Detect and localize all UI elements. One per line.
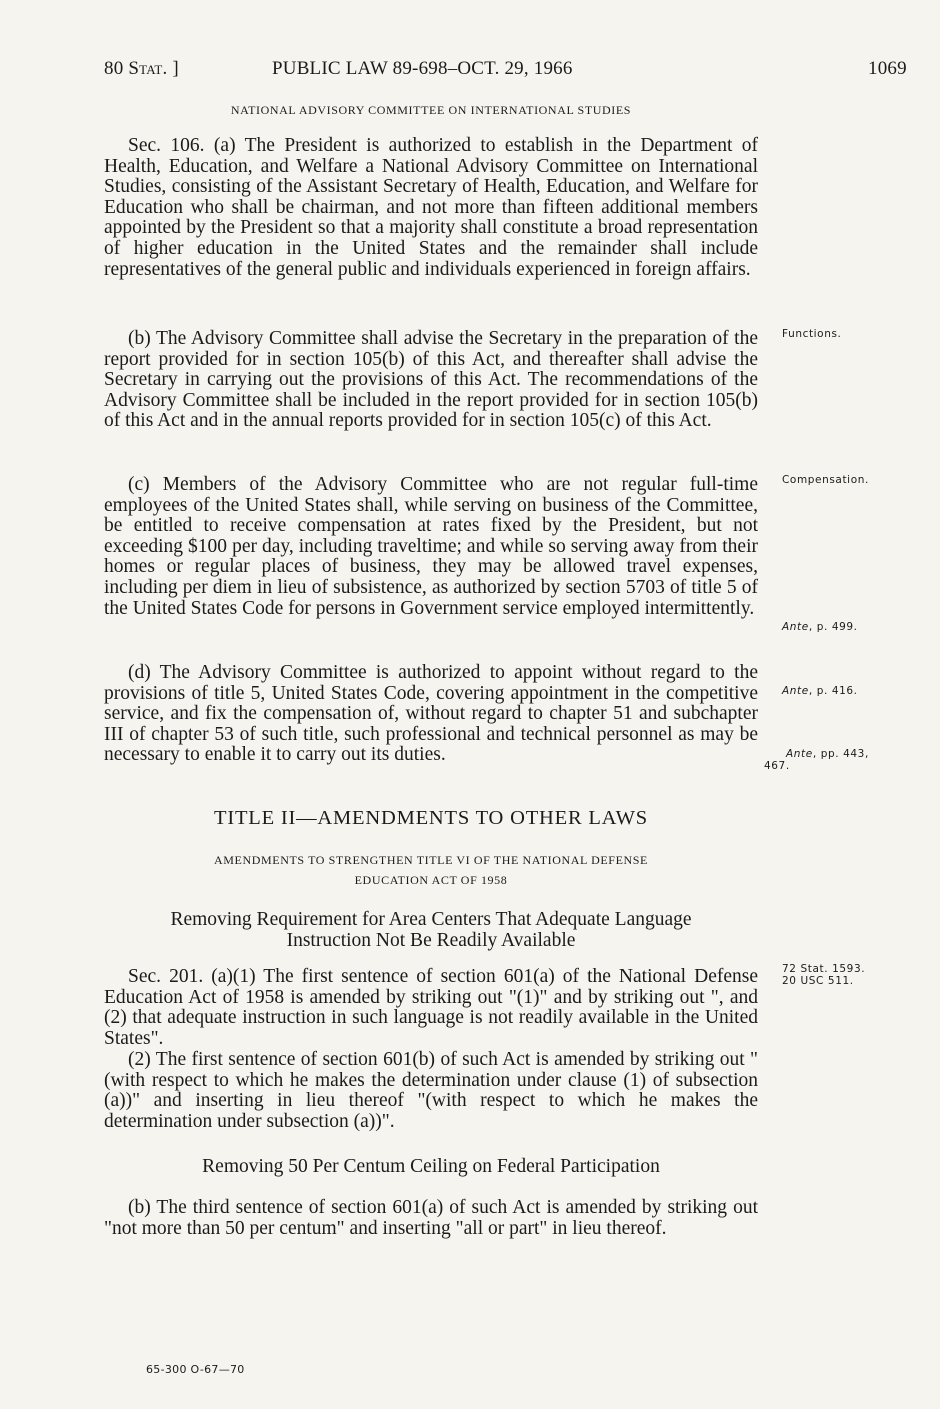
title-subheading-line1: AMENDMENTS TO STRENGTHEN TITLE VI OF THE NATIONAL DEFENSE xyxy=(214,853,648,867)
paragraph-106c: (c) Members of the Advisory Committee who are not regular full-time employees of the United States shall, while serving on business of the Committee, be entitled to receive compensation at rates fixed by the President, but not exceeding $100 per day, including traveltime; and while so serving away from their homes or regular places of business, they may be allowed travel expenses, including per diem in lieu of subsistence, as authorized by section 5703 of title 5 of the United States Code for persons in Government service employed intermittently. xyxy=(104,474,758,619)
page-number: 1069 xyxy=(868,58,907,79)
section-heading: NATIONAL ADVISORY COMMITTEE ON INTERNATIONAL STUDIES xyxy=(230,103,632,117)
margin-note-ante-499 xyxy=(782,621,912,633)
subhead-ceiling: Removing 50 Per Centum Ceiling on Federal Participation xyxy=(202,1156,660,1177)
margin-note-ante-443 xyxy=(764,748,912,772)
margin-note-20-usc: 20 USC 511. xyxy=(782,975,854,987)
paragraph-201a2: (2) The first sentence of section 601(b) of such Act is amended by striking out "(with respect to which he makes the determination under clause (1) of subsection (a))" and inserting in lieu thereof "(with respect to which he makes the determination under subsection (a))". xyxy=(104,1049,758,1132)
title-subheading-line2: EDUCATION ACT OF 1958 xyxy=(354,873,508,887)
ante-page: , p. 499. xyxy=(808,621,858,633)
title-heading: TITLE II—AMENDMENTS TO OTHER LAWS xyxy=(214,807,648,829)
paragraph-106b: (b) The Advisory Committee shall advise the Secretary in the preparation of the report provided for in section 105(b) of this Act, and thereafter shall advise the Secretary in carrying out the provisions of this Act. The recommendations of the Advisory Committee shall be included in the report provided for in section 105(b) of this Act and in the annual reports provided for in section 105(c) of this Act. xyxy=(104,328,758,432)
ante-page: , pp. 443, xyxy=(812,748,869,760)
paragraph-201a1: Sec. 201. (a)(1) The first sentence of section 601(a) of the National Defense Education Act of 1958 is amended by striking out "(1)" and by striking out ", and (2) that adequate instruction in such language is not readily available in the United States". xyxy=(104,966,758,1049)
subhead-area-centers-line2: Instruction Not Be Readily Available xyxy=(286,930,576,951)
margin-note-72-stat: 72 Stat. 1593. xyxy=(782,963,866,975)
ante-page: , p. 416. xyxy=(808,685,858,697)
ante-word: Ante xyxy=(782,685,809,697)
paragraph-201b: (b) The third sentence of section 601(a) of such Act is amended by striking out "not more than 50 per centum" and inserting "all or part" in lieu thereof. xyxy=(104,1197,758,1239)
paragraph-106d: (d) The Advisory Committee is authorized to appoint without regard to the provisions of title 5, United States Code, covering appointment in the competitive service, and fix the compensation of, without regard to chapter 51 and subchapter III of chapter 53 of such title, such professional and technical personnel as may be necessary to enable it to carry out its duties. xyxy=(104,662,758,766)
margin-note-compensation: Compensation. xyxy=(782,474,869,486)
ante-word: Ante xyxy=(786,748,813,760)
margin-note-functions: Functions. xyxy=(782,328,842,340)
statute-reference: 80 Stat. ] xyxy=(104,58,179,79)
ante-word: Ante xyxy=(782,621,809,633)
ante-page-cont: 467. xyxy=(764,760,790,772)
margin-note-ante-416 xyxy=(782,685,912,697)
paragraph-106a: Sec. 106. (a) The President is authorized to establish in the Department of Health, Education, and Welfare a National Advisory Committee on International Studies, consisting of the Assistant Secretary of Health, Education, and Welfare for Education who shall be chairman, and not more than fifteen additional members appointed by the President so that a majority shall constitute a broad representation of higher education in the United States and the remainder shall include representatives of the general public and individuals experienced in foreign affairs. xyxy=(104,135,758,280)
footer-code: 65-300 O-67—70 xyxy=(146,1363,245,1376)
page-title: PUBLIC LAW 89-698–OCT. 29, 1966 xyxy=(272,58,573,79)
subhead-area-centers-line1: Removing Requirement for Area Centers That Adequate Language xyxy=(170,909,692,930)
